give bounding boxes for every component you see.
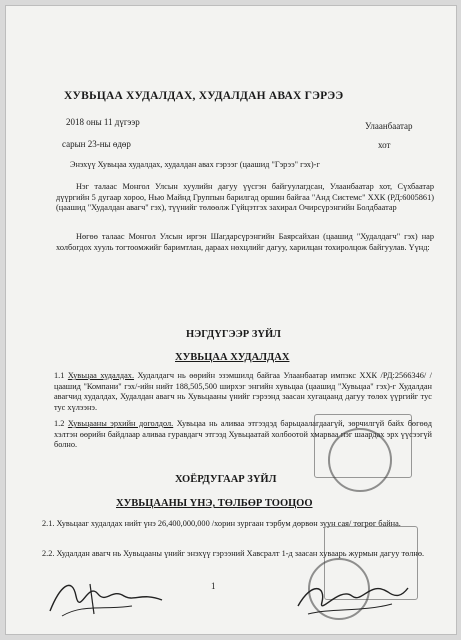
clause-1-1-label: Хувьцаа худалдах.	[67, 371, 135, 380]
clause-1-2-number: 1.2	[54, 419, 65, 428]
city-line-2: хот	[378, 140, 391, 150]
date-line-1: 2018 оны 11 дүгээр	[66, 117, 140, 127]
intro-paragraph: Энэхүү Хувьцаа худалдах, худалдан авах гэрээг (цаашид "Гэрээ" гэх)-г	[70, 160, 320, 169]
document-page	[6, 6, 456, 634]
clause-2-1: 2.1. Хувьцааг худалдах нийт үнэ 26,400,000,000 /хорин зургаан тэрбум дөрвөн зуун сая/ төгрөг байна.	[42, 519, 401, 528]
section-2-title: ХУВЬЦААНЫ ҮНЭ, ТӨЛБӨР ТООЦОО	[116, 498, 313, 509]
date-line-2: сарын 23-ны өдөр	[62, 139, 131, 149]
city-line-1: Улаанбаатар	[365, 121, 413, 131]
document-title: ХУВЬЦАА ХУДАЛДАХ, ХУДАЛДАН АВАХ ГЭРЭЭ	[64, 90, 344, 102]
page-number: 1	[211, 581, 216, 591]
section-1-heading: НЭГДҮГЭЭР ЗҮЙЛ	[186, 329, 281, 340]
seal-circle-upper	[328, 428, 392, 492]
party-two-paragraph: Нөгөө талаас Монгол Улсын иргэн Шагдарсүрэнгийн Баярсайхан (цаашид "Худалдагч" гэх) нар холбогдох хууль тогтоомжийг баримтлан, дараах нөхцлийг дагуу, харилцан тохиролцож байгуулав. Үүнд:	[56, 232, 434, 252]
left-signature	[42, 566, 182, 626]
section-2-heading: ХОЁРДУГААР ЗҮЙЛ	[175, 474, 277, 485]
clause-1-2-text: Хувьцаа нь аливаа этгээдэд барьцаалагдаагүй, зөрчилгүй байх бөгөөд хэлтэн өөрийн байдлаар аливаа гуравдагч этгээд Хувьцаатай холбоотой хмарваа нэг шаардах эрх үүсээгүй болно.	[54, 419, 432, 450]
clause-2-2: 2.2. Худалдан авагч нь Хувьцааны үнийг энэхүү гэрээний Хавсралт 1-д заасан хуваарь журмын дагуу төлнө.	[42, 549, 425, 558]
clause-1-1-number: 1.1	[54, 371, 65, 380]
right-signature	[292, 566, 412, 626]
clause-1-2-label: Хувьцааны эрхийн доголдол.	[67, 419, 174, 428]
section-1-title: ХУВЬЦАА ХУДАЛДАХ	[175, 352, 290, 363]
clause-1-1	[54, 371, 432, 413]
party-one-paragraph: Нэг талаас Монгол Улсын хуулийн дагуу үүсгэн байгуулагдсан, Улаанбаатар хот, Сүхбаатар дүүргийн 5 дугаар хороо, Нью Майнд Группын барилгад оршин байгаа "Анд Системс" ХХК (РД:6005861) (цаашид "Худалдан авагч" гэх), түүнийг төлөөлж Гүйцэтгэх захирал Очирсүрэнгийн Болдбаатар	[56, 182, 434, 213]
clause-1-1-text: Худалдагч нь өөрийн эзэмшилд байгаа Улаанбаатар импэкс ХХК /РД:2566346/ /цаашид "Компани" гэх/-ийн нийт 188,505,500 ширхэг энгийн хувьцаа (цаашид "Хувьцаа" гэх)-г Худалдан авагчид худалдах, Худалдан авагч нь Хувьцааны үнийг гэрээнд заасан хугацаанд дагуу төлөх үүргийг тус тус хүлээнэ.	[54, 371, 432, 412]
